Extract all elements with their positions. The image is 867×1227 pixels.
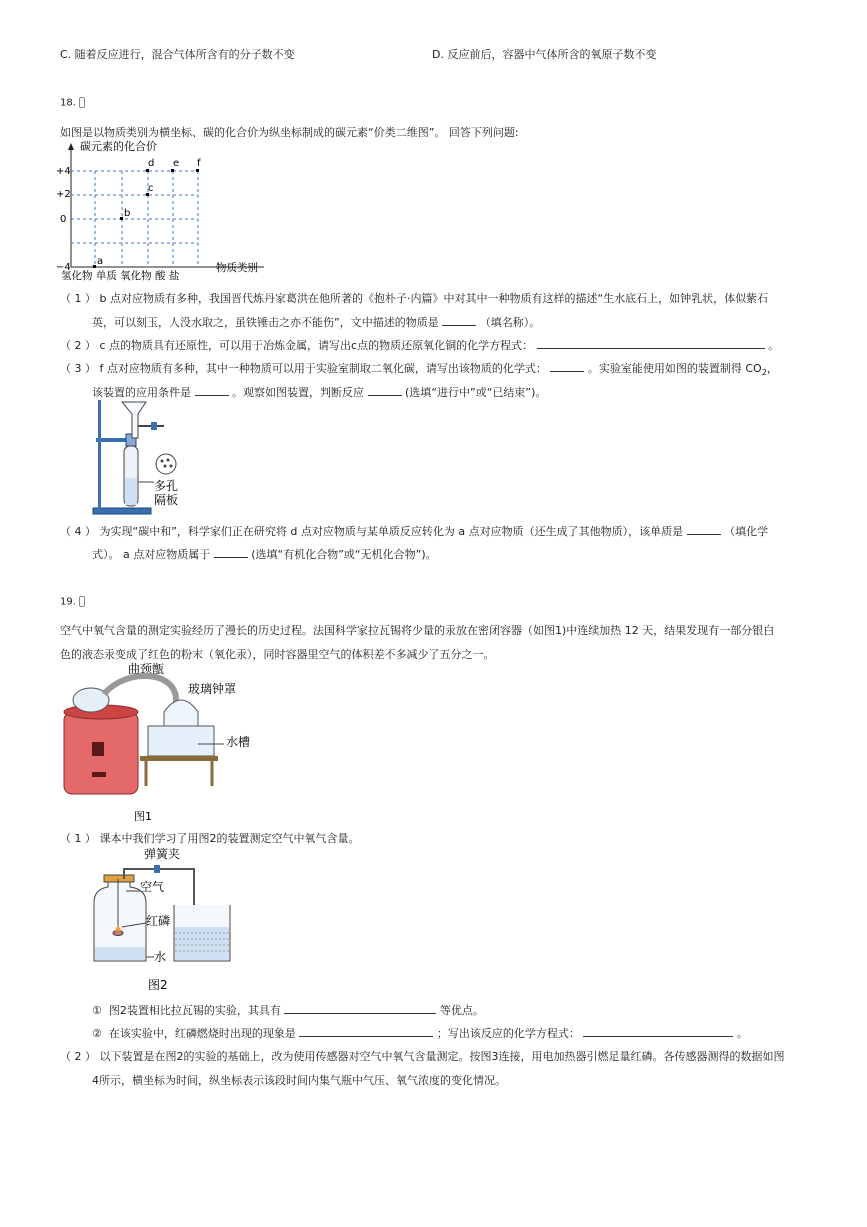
question-marker-icon (79, 596, 85, 607)
point-a (93, 265, 96, 268)
point-e-label: e (173, 158, 180, 169)
label-water: 水 (154, 950, 167, 964)
label-porous: 多孔 (154, 479, 179, 493)
option-c: C. 随着反应进行，混合气体所含有的分子数不变 (60, 48, 295, 61)
label-bell-jar: 玻璃钟罩 (188, 682, 237, 696)
q18-part4-line2: 式）。 a 点对应物质属于 (选填“有机化合物”或“无机化合物”)。 (92, 548, 437, 561)
q18-part4-line1: （ 4 ） 为实现“碳中和”，科学家们正在研究将 d 点对应物质与某单质反应转化为 a 点对应物质（还生成了其他物质），该单质是 （填化学 (60, 525, 769, 538)
q18-part2: （ 2 ） c 点的物质具有还原性，可以用于冶炼金属，请写出c点的物质还原氧化铜的化学方程式： 。 (60, 339, 780, 352)
question-19-number: 19. (60, 596, 85, 608)
figure-2-caption: 图2 (148, 978, 168, 992)
question-marker-icon (79, 97, 85, 108)
q19-sub1: ① 图2装置相比拉瓦锡的实验，其具有 等优点。 (92, 1004, 484, 1017)
answer-blank[interactable] (583, 1025, 733, 1037)
label-air: 空气 (140, 880, 165, 894)
q19-part2-line2: 4所示，横坐标为时间，纵坐标表示该段时间内集气瓶中气压、氧气浓度的变化情况。 (92, 1074, 506, 1087)
q19-part2-line1: （ 2 ） 以下装置是在图2的实验的基础上，改为使用传感器对空气中氧气含量测定。按图3连接，用电加热器引燃足量红磷。各传感器测得的数据如图 (60, 1050, 785, 1063)
chart-ylabel: 碳元素的化合价 (80, 140, 157, 153)
point-f-label: f (197, 158, 201, 169)
point-e (171, 169, 174, 172)
answer-blank[interactable] (687, 523, 721, 535)
point-b-label: b (124, 208, 131, 219)
gas-generator-apparatus-figure (88, 398, 198, 520)
label-spring-clip: 弹簧夹 (144, 847, 181, 861)
point-d (146, 169, 149, 172)
q19-intro-line2: 色的液态汞变成了红色的粉末（氧化汞），同时容器里空气的体积差不多减少了五分之一。 (60, 648, 495, 661)
q19-intro-line1: 空气中氧气含量的测定实验经历了漫长的历史过程。法国科学家拉瓦锡将少量的汞放在密闭容器（如图1)中连续加热 12 天，结果发现有一部分银白 (60, 624, 775, 637)
point-b (120, 217, 123, 220)
q18-part3-line1: （ 3 ） f 点对应物质有多种，其中一种物质可以用于实验室制取二氧化碳，请写出该物质的化学式： 。实验室能使用如图的装置制得 $CO_2$， (60, 362, 778, 378)
label-retort: 曲颈甑 (128, 662, 165, 676)
point-f (196, 169, 199, 172)
point-c-label: c (148, 183, 154, 194)
label-red-phosphorus: 红磷 (146, 914, 171, 928)
q18-part1-line2: 英，可以刻玉，人没水取之，虽铁锤击之亦不能伤”，文中描述的物质是 （填名称）。 (92, 316, 541, 329)
question-18-intro: 如图是以物质类别为横坐标、碳的化合价为纵坐标制成的碳元素“价类二维图”。 回答下列问题: (60, 126, 519, 139)
lavoisier-experiment-figure (56, 660, 266, 825)
answer-blank[interactable] (299, 1025, 433, 1037)
carbon-valence-chart (56, 140, 276, 282)
answer-blank[interactable] (368, 384, 402, 396)
label-plate: 隔板 (154, 493, 179, 507)
chart-xlabel: 物质类别 (216, 262, 258, 274)
q19-part1: （ 1 ） 课本中我们学习了用图2的装置测定空气中氧气含量。 (60, 832, 360, 845)
point-d-label: d (148, 158, 155, 169)
answer-blank[interactable] (550, 360, 584, 372)
answer-blank[interactable] (284, 1002, 436, 1014)
answer-blank[interactable] (442, 314, 476, 326)
xaxis-categories: 氢化物 单质 氧化物 酸 盐 (61, 270, 180, 282)
answer-blank[interactable] (537, 337, 765, 349)
ytick-plus2: +2 (56, 189, 71, 200)
q18-part3-line2: 该装置的应用条件是 。观察如图装置，判断反应 (选填“进行中”或“已结束”)。 (92, 386, 547, 399)
point-a-label: a (97, 256, 104, 267)
option-d: D. 反应前后，容器中气体所含的氧原子数不变 (432, 48, 657, 61)
figure-1-caption: 图1 (134, 810, 152, 823)
ytick-plus4: +4 (56, 166, 71, 177)
answer-blank[interactable] (195, 384, 229, 396)
label-trough: 水槽 (226, 735, 251, 749)
q18-part1-line1: （ 1 ） b 点对应物质有多种，我国晋代炼丹家葛洪在他所著的《抱朴子·内篇》中对其中一种物质有这样的描述“生水底石上，如钟乳状，体似紫石 (60, 292, 769, 305)
ytick-zero: 0 (60, 214, 67, 225)
question-18-number: 18. (60, 97, 85, 109)
ytick-minus4: −4 (56, 262, 71, 273)
phosphorus-experiment-figure (88, 843, 238, 995)
q19-sub2: ② 在该实验中，红磷燃烧时出现的现象是 ；写出该反应的化学方程式： 。 (92, 1027, 748, 1040)
answer-blank[interactable] (214, 546, 248, 558)
